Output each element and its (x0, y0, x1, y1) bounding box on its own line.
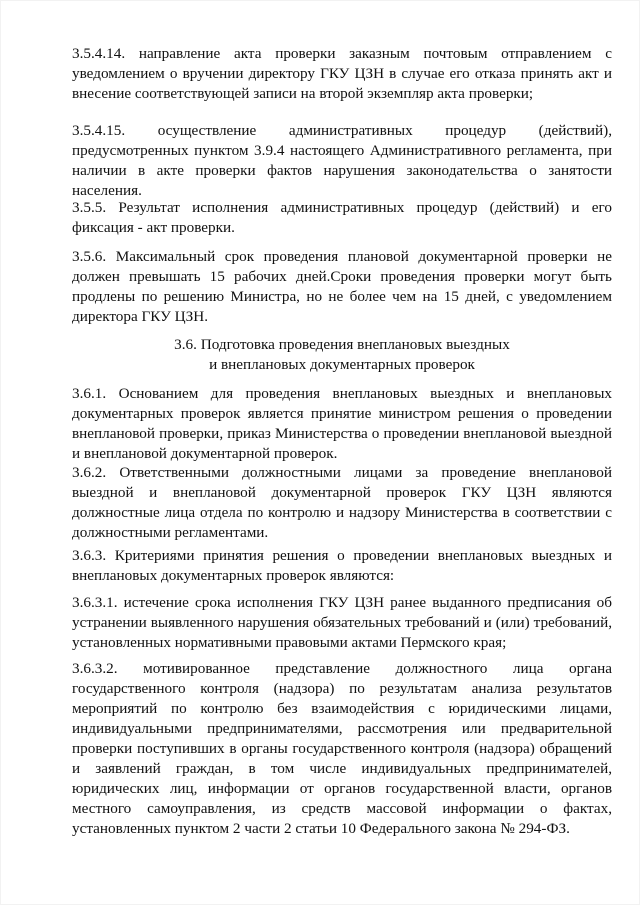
paragraph-3-6-3-1: 3.6.3.1. истечение срока исполнения ГКУ ЦЗН ранее выданного предписания об устранении выявленного нарушения обязательных требований и (или) требований, установленных нормативными правовыми актами Пермского края; (72, 594, 612, 651)
paragraph-3-5-6: 3.5.6. Максимальный срок проведения плановой документарной проверки не должен превышать 15 рабочих дней.Сроки проведения проверки могут быть продлены по решению Министра, но не более чем на 15 дней, с уведомлением директора ГКУ ЦЗН. (72, 248, 612, 325)
document-page (72, 0, 612, 905)
paragraph-3-5-5: 3.5.5. Результат исполнения административных процедур (действий) и его фиксация - акт проверки. (72, 199, 612, 236)
section-heading-line-2: и внеплановых документарных проверок (209, 356, 475, 373)
section-heading-line-1: 3.6. Подготовка проведения внеплановых выездных (174, 336, 510, 353)
paragraph-3-5-4-15: 3.5.4.15. осуществление административных процедур (действий), предусмотренных пунктом 3.9.4 настоящего Административного регламента, при наличии в акте проверки фактов нарушения законодательства о занятости населения. (72, 122, 612, 199)
section-heading-3-6 (72, 335, 612, 375)
paragraph-3-5-4-14: 3.5.4.14. направление акта проверки заказным почтовым отправлением с уведомлением о вручении директору ГКУ ЦЗН в случае его отказа принять акт и внесение соответствующей записи на второй экземпляр акта проверки; (72, 45, 612, 102)
paragraph-3-6-2: 3.6.2. Ответственными должностными лицами за проведение внеплановой выездной и внеплановой документарной проверок ГКУ ЦЗН являются должностные лица отдела по контролю и надзору Министерства в соответствии с должностными регламентами. (72, 464, 612, 541)
paragraph-3-6-3: 3.6.3. Критериями принятия решения о проведении внеплановых выездных и внеплановых документарных проверок являются: (72, 547, 612, 584)
paragraph-3-6-3-2: 3.6.3.2. мотивированное представление должностного лица органа государственного контроля (надзора) по результатам анализа результатов мероприятий по контролю без взаимодействия с юридическими лицами, индивидуальными предпринимателями, рассмотрения или предварительной проверки поступивших в органы государственного контроля (надзора) обращений и заявлений граждан, в том числе индивидуальных предпринимателей, юридических лиц, информации от органов государственной власти, органов местного самоуправления, из средств массовой информации о фактах, установленных пунктом 2 части 2 статьи 10 Федерального закона № 294-ФЗ. (72, 660, 612, 837)
paragraph-3-6-1: 3.6.1. Основанием для проведения внеплановых выездных и внеплановых документарных проверок является принятие министром решения о проведении внеплановой проверки, приказ Министерства о проведении внеплановой выездной и внеплановой документарной проверок. (72, 385, 612, 462)
